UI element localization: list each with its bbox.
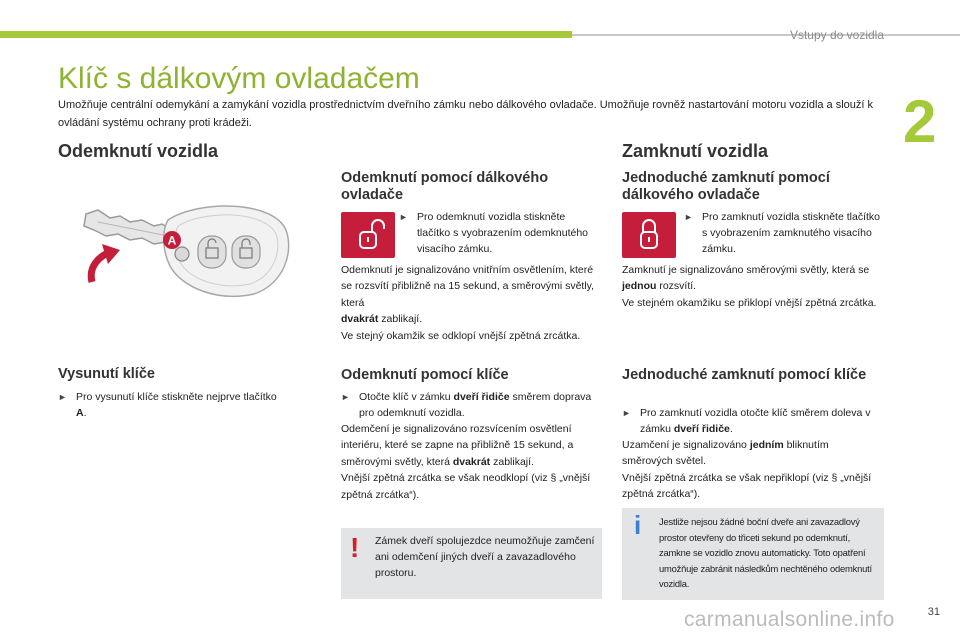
key-unlock-step: ► Otočte klíč v zámku dveří řidiče směrem doprava pro odemknutí vozidla. [341,391,592,419]
warning-text: Zámek dveří spolujezdce neumožňuje zamčení ani odemčení jiných dveří a zavazadlového prostoru. [375,535,595,579]
page-title: Klíč s dálkovým ovladačem [58,62,420,95]
key-label-a: A [167,233,177,248]
remote-lock-heading: Jednoduché zamknutí pomocí dálkového ovladače [622,170,830,203]
remote-lock-desc: Zamknutí je signalizováno směrovými světly, která se jednou rozsvítí. Ve stejném okamžiku se přiklopí vnější zpětná zrcátka. [622,264,877,309]
key-lock-heading: Jednoduché zamknutí pomocí klíče [622,367,867,383]
watermark: carmanualsonline.info [684,608,895,631]
arrow-bullet-icon: ► [341,392,350,402]
remote-unlock-step: ► Pro odemknutí vozidla stiskněte tlačítko s vyobrazením odemknutého visacího zámku. [399,211,589,255]
warning-icon: ! [350,532,360,563]
key-lock-desc: Uzamčení je signalizováno jedním bliknutím směrových světel. Vnější zpětná zrcátka se však nepřiklopí (viz § „vnější zpětná zrcátka“). [622,439,872,501]
extend-key-step: ► Pro vysunutí klíče stiskněte nejprve tlačítko A. [58,391,277,419]
key-remote-illustration [58,190,308,320]
info-text: Jestliže nejsou žádné boční dveře ani zavazadlový prostor otevřeny do třiceti sekund po odemknutí, zamkne se vozidlo znovu automaticky. Toto opatření umožňuje zabránit následkům nechtěného odemknutí vozidla. [659,516,872,589]
arrow-bullet-icon: ► [399,212,408,222]
arrow-bullet-icon: ► [58,392,67,402]
extend-key-heading: Vysunutí klíče [58,366,155,382]
arrow-bullet-icon: ► [622,408,631,418]
page-number: 31 [927,606,940,618]
padlock-open-icon [341,212,395,258]
key-lock-step: ► Pro zamknutí vozidla otočte klíč směrem doleva v zámku dveří řidiče. [622,407,871,435]
key-unlock-desc: Odemčení je signalizováno rozsvícením osvětlení interiéru, které se zapne na přibližně 15 sekund, a směrovými světly, která dvakrát zablikají. Vnější zpětná zrcátka se však neodklopí (viz § „vnější zpětná zrcátka“). [341,423,591,501]
remote-unlock-heading: Odemknutí pomocí dálkového ovladače [341,170,549,203]
warning-box [341,528,602,599]
lock-heading: Zamknutí vozidla [622,141,769,161]
arrow-bullet-icon: ► [684,212,693,222]
key-unlock-heading: Odemknutí pomocí klíče [341,367,509,383]
header-rule [572,34,960,36]
info-icon: i [634,510,642,540]
unlock-heading: Odemknutí vozidla [58,141,219,161]
section-name: Vstupy do vozidla [789,28,884,42]
chapter-number: 2 [903,88,937,155]
info-box [622,508,884,600]
padlock-closed-icon [622,212,676,258]
remote-unlock-desc: Odemknutí je signalizováno vnitřním osvětlením, které se rozsvítí přibližně na 15 sekund, a směrovými světly, která dvakrát zablikají. Ve stejný okamžik se odklopí vnější zpětná zrcátka. [341,264,595,342]
remote-lock-step: ► Pro zamknutí vozidla stiskněte tlačítko s vyobrazením zamknutého visacího zámku. [684,211,880,255]
header-accent-bar [0,31,572,38]
intro-text: Umožňuje centrální odemykání a zamykání vozidla prostřednictvím dveřního zámku nebo dálkového ovladače. Umožňuje rovněž nastartování motoru vozidla a slouží k ovládání systému ochrany proti krádeži. [58,99,874,129]
